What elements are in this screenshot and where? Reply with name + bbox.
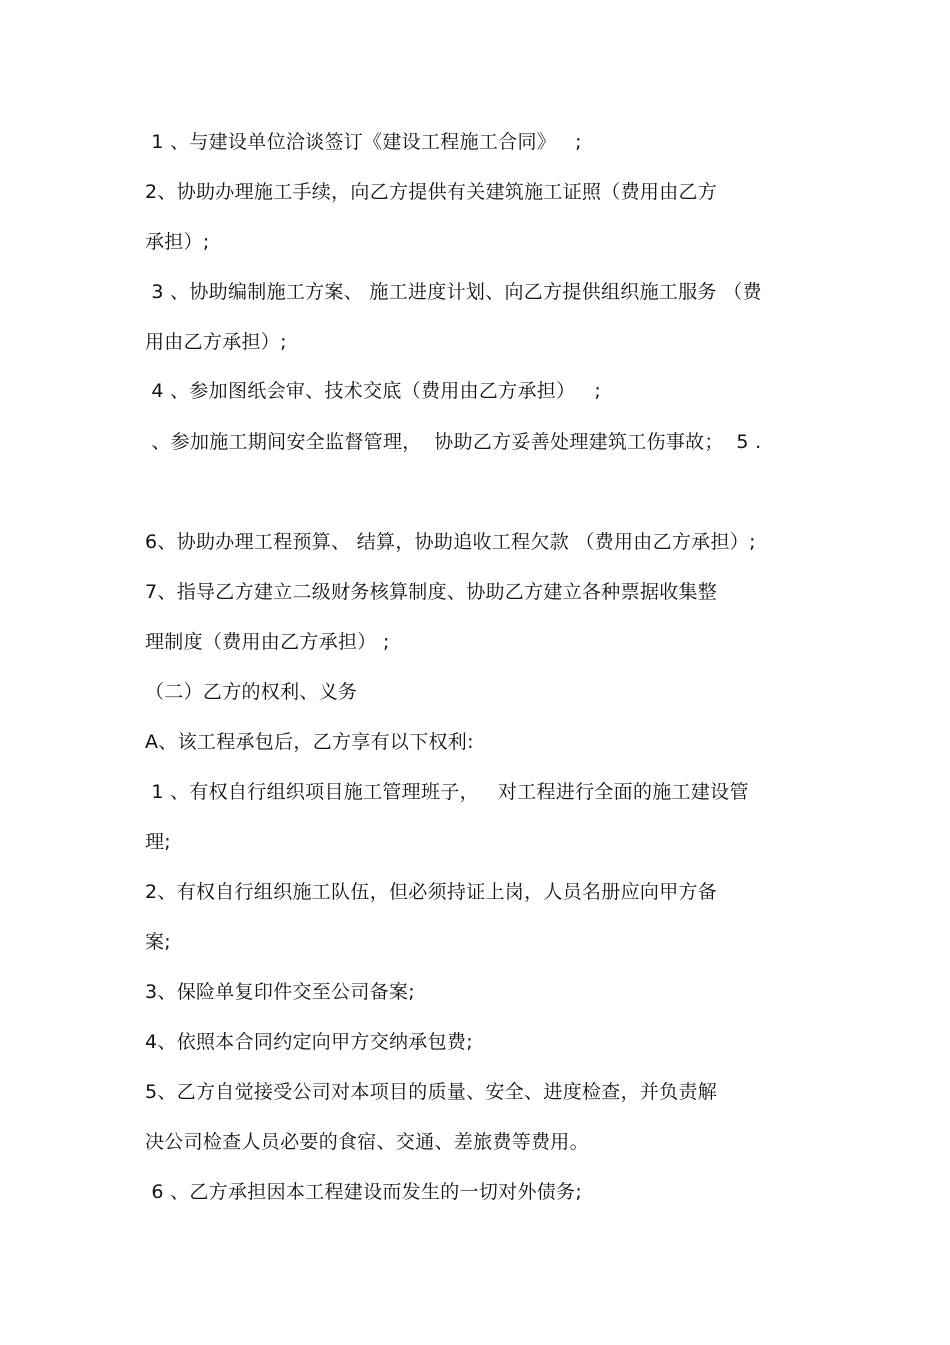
text-line: 3、保险单复印件交至公司备案;	[145, 981, 415, 1003]
section-heading: （二）乙方的权利、义务	[145, 681, 358, 703]
text-line: 2、有权自行组织施工队伍，但必须持证上岗，人员名册应向甲方备	[145, 881, 718, 903]
text-line: 决公司检查人员必要的食宿、交通、差旅费等费用。	[145, 1131, 589, 1153]
text-line: 6、协助办理工程预算、 结算，协助追收工程欠款 （费用由乙方承担）;	[145, 531, 756, 553]
text-line: 7、指导乙方建立二级财务核算制度、协助乙方建立各种票据收集整	[145, 581, 718, 603]
text-line: 理制度（费用由乙方承担） ;	[145, 631, 390, 653]
text-line: A、该工程承包后，乙方享有以下权利:	[145, 731, 474, 753]
text-line: 6 、乙方承担因本工程建设而发生的一切对外债务;	[145, 1181, 583, 1203]
text-line: 理;	[145, 831, 172, 853]
text-line: 案;	[145, 931, 172, 953]
text-line: 4、依照本合同约定向甲方交纳承包费;	[145, 1031, 473, 1053]
text-line: 、参加施工期间安全监督管理， 协助乙方妥善处理建筑工伤事故； 5 .	[145, 431, 762, 453]
text-line: 4 、参加图纸会审、技术交底（费用由乙方承担） ;	[145, 380, 602, 402]
text-line: 用由乙方承担）;	[145, 331, 287, 353]
text-line: 承担）;	[145, 231, 210, 253]
text-line: 5、乙方自觉接受公司对本项目的质量、安全、进度检查，并负责解	[145, 1081, 718, 1103]
text-line: 3 、协助编制施工方案、 施工进度计划、向乙方提供组织施工服务 （费	[145, 281, 762, 303]
text-line: 2、协助办理施工手续，向乙方提供有关建筑施工证照（费用由乙方	[145, 181, 718, 203]
text-line: 1 、与建设单位洽谈签订《建设工程施工合同》 ;	[145, 131, 582, 153]
text-line: 1 、有权自行组织项目施工管理班子， 对工程进行全面的施工建设管	[145, 781, 749, 803]
